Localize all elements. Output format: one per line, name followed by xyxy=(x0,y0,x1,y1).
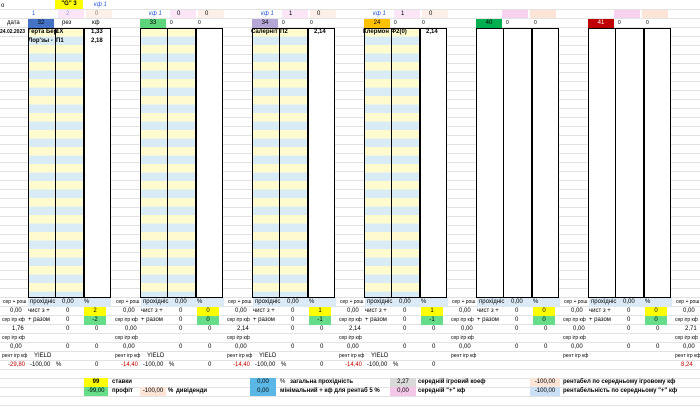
stat-value-3c: 0 xyxy=(544,326,548,332)
stat-value-4: 0,00 xyxy=(123,344,135,350)
yield-zero: 0 xyxy=(95,362,99,368)
rent-value: -14,40 xyxy=(121,362,139,368)
razom-badge: 0 xyxy=(645,316,667,325)
ser-ig-kf-label-2: сер ігр кф xyxy=(227,335,250,341)
entry-1-kf: 1,33 xyxy=(91,29,103,35)
rent-avg-value: -100,00 xyxy=(530,378,560,387)
kf-column-frame xyxy=(420,28,447,298)
yield-pct: % xyxy=(169,362,175,368)
chyst-label: чист з + xyxy=(477,308,499,314)
pass-pct: % xyxy=(533,299,539,305)
ser-rosh-label: сер + рош xyxy=(452,299,476,305)
stat-value-3b: 0 xyxy=(627,326,631,332)
razom-label: + разом xyxy=(589,317,611,323)
yield-label: YIELD xyxy=(147,353,165,359)
ser-ig-kf-label: сер ігр кф xyxy=(563,317,586,323)
pass-value: 0,00 xyxy=(399,299,411,305)
ser-ig-kf-label: сер ігр кф xyxy=(451,317,474,323)
rent-value: -14,40 xyxy=(345,362,363,368)
ser-rosh-label: сер + рош xyxy=(564,299,588,305)
bet-column-frame xyxy=(252,28,308,298)
yield-value: -100,00 xyxy=(143,362,164,368)
column-zero-a: 0 xyxy=(282,20,285,26)
bet-column-divider xyxy=(503,28,504,298)
ser-ig-kf-label: сер ігр кф xyxy=(227,317,250,323)
bet-column-frame xyxy=(28,28,84,298)
stat-value-3b: 0 xyxy=(403,326,407,332)
stat-value-4: 0,00 xyxy=(571,344,583,350)
dividend-label: дивіденди xyxy=(176,388,208,394)
header-cell xyxy=(642,10,668,18)
razom-value: 0 xyxy=(179,317,183,323)
razom-label: + разом xyxy=(28,317,50,323)
razom-label: + разом xyxy=(477,317,499,323)
header-cell xyxy=(170,10,196,18)
stavky-label: ставки xyxy=(112,379,132,385)
ser-value: 0,00 xyxy=(571,308,583,314)
entry-3-bet: П2 xyxy=(280,29,288,35)
header-cell xyxy=(58,10,84,18)
razom-badge: -1 xyxy=(309,316,331,325)
stat-value-3: 1,76 xyxy=(12,326,24,332)
pass-label: прохідніс xyxy=(255,299,281,305)
column-number-badge: 24 xyxy=(364,19,390,28)
stat-value-3b: 0 xyxy=(291,326,295,332)
ser-ig-kf-label-2: сер ігр кф xyxy=(563,335,586,341)
stat-value-3b: 0 xyxy=(66,326,70,332)
block-kf-v2: 0 xyxy=(317,11,321,17)
rent-label: рент ігр кф xyxy=(675,353,700,359)
yield-label: YIELD xyxy=(259,353,277,359)
stat-value-3: 0,00 xyxy=(573,326,585,332)
razom-label: + разом xyxy=(365,317,387,323)
entry-4-kf: 2,14 xyxy=(426,29,438,35)
yield-pct: % xyxy=(281,362,287,368)
ser-ig-kf-label: сер ігр кф xyxy=(339,317,362,323)
stat-value-4: 0,00 xyxy=(10,344,22,350)
razom-badge: 0 xyxy=(533,316,555,325)
block-kf-v2: 0 xyxy=(429,11,433,17)
ser-ig-kf-label: сер ігр кф xyxy=(115,317,138,323)
pass-label: прохідніс xyxy=(143,299,169,305)
entry-3-name: Салерніт xyxy=(251,29,278,35)
yield-value: -100,00 xyxy=(367,362,388,368)
razom-value: 0 xyxy=(515,317,519,323)
razom-badge: -1 xyxy=(421,316,443,325)
yield-label: YIELD xyxy=(34,353,52,359)
profit-label: профіт xyxy=(112,388,133,394)
pass-value: 0,00 xyxy=(623,299,635,305)
col-header-kf: кф xyxy=(92,20,100,26)
pass-value: 0,00 xyxy=(287,299,299,305)
pass-value: 0,00 xyxy=(62,299,74,305)
stat-value-3: 2,14 xyxy=(237,326,249,332)
kf-column-frame xyxy=(84,28,111,298)
yield-label: YIELD xyxy=(371,353,389,359)
block-kf-label: кф 1 xyxy=(261,11,274,17)
stat-value-3c: 0 xyxy=(95,326,99,332)
yield-zero: 0 xyxy=(432,362,436,368)
stat-value-4c: 0 xyxy=(320,344,324,350)
ser-ig-kf-label: сер ігр кф xyxy=(675,317,698,323)
razom-label: + разом xyxy=(141,317,163,323)
chyst-value: 0 xyxy=(66,308,70,314)
rent-value: -14,40 xyxy=(233,362,251,368)
stat-value-3: 2,14 xyxy=(349,326,361,332)
kf-column-frame xyxy=(532,28,559,298)
rent-avg-label: рентабел по середньому ігровому кф xyxy=(563,379,676,385)
yield-value: -100,00 xyxy=(255,362,276,368)
bet-column-divider xyxy=(615,28,616,298)
stat-value-3: 0,00 xyxy=(461,326,473,332)
rent-plus-label: рентабельність по середньому "+" кф xyxy=(563,388,678,394)
total-pass-pct: % xyxy=(280,379,286,385)
stat-value-4: 0,00 xyxy=(235,344,247,350)
ser-ig-kf-label-2: сер ігр кф xyxy=(451,335,474,341)
rent-value: -29,80 xyxy=(8,362,26,368)
col-header-rez: рез xyxy=(62,20,72,26)
min-kf-label: мінімальний + кф для рентаб 5 % xyxy=(280,388,380,394)
chyst-label: чист з + xyxy=(141,308,163,314)
left-stub: o xyxy=(1,3,5,9)
yield-zero: 0 xyxy=(320,362,324,368)
block-kf-v2: 0 xyxy=(205,11,209,17)
rent-label: рент ігр кф xyxy=(115,353,141,359)
pass-label: прохідніс xyxy=(30,299,56,305)
ser-ig-kf-label-2: сер ігр кф xyxy=(115,335,138,341)
block-kf-v1: 1 xyxy=(289,11,293,17)
bet-column-divider xyxy=(167,28,168,298)
header-cell xyxy=(86,10,112,18)
entry-2-kf: 2,18 xyxy=(91,38,103,44)
chyst-value: 0 xyxy=(403,308,407,314)
header-cell xyxy=(394,10,420,18)
chyst-value: 0 xyxy=(179,308,183,314)
kf-column-frame xyxy=(644,28,671,298)
rent-value: 8,24 xyxy=(681,362,693,368)
column-zero-a: 0 xyxy=(618,20,621,26)
ser-ig-kf-label-2: сер ігр кф xyxy=(339,335,362,341)
chyst-badge: 0 xyxy=(197,307,219,316)
razom-value: 0 xyxy=(291,317,295,323)
column-zero-a: 0 xyxy=(506,20,509,26)
header-cell xyxy=(422,10,448,18)
pass-pct: % xyxy=(309,299,315,305)
stat-value-3: 2,71 xyxy=(685,326,697,332)
chyst-label: чист з + xyxy=(589,308,611,314)
entry-4-name: Клермон xyxy=(363,29,389,35)
ser-value: 0,00 xyxy=(683,308,695,314)
chyst-badge: 0 xyxy=(533,307,555,316)
razom-value: 0 xyxy=(403,317,407,323)
entry-2-name: Лор'зы - xyxy=(28,38,53,44)
pass-pct: % xyxy=(197,299,203,305)
block-kf-label: кф 1 xyxy=(149,11,162,17)
pass-pct: % xyxy=(84,299,90,305)
stat-value-4: 0,00 xyxy=(459,344,471,350)
block-kf-v1: 1 xyxy=(401,11,405,17)
column-zero-a: 0 xyxy=(170,20,173,26)
column-zero-b: 0 xyxy=(310,20,313,26)
stat-value-4b: 0 xyxy=(66,344,70,350)
chyst-label: чист з + xyxy=(28,308,50,314)
grid-line xyxy=(0,405,700,406)
stat-value-3c: 0 xyxy=(656,326,660,332)
bet-column-divider xyxy=(391,28,392,298)
ser-rosh-label: сер + рош xyxy=(116,299,140,305)
ser-rosh-label: сер + рош xyxy=(340,299,364,305)
stat-value-3b: 0 xyxy=(515,326,519,332)
ser-ig-kf-label-2: сер ігр кф xyxy=(2,335,25,341)
bet-column-divider xyxy=(279,28,280,298)
rent-label: рент ігр кф xyxy=(563,353,589,359)
stat-value-3c: 0 xyxy=(320,326,324,332)
stat-value-4b: 0 xyxy=(403,344,407,350)
sheet-title: "G" 3 xyxy=(55,0,83,9)
chyst-label: чист з + xyxy=(365,308,387,314)
rent-label: рент ігр кф xyxy=(339,353,365,359)
pass-value: 0,00 xyxy=(511,299,523,305)
header-cell xyxy=(530,10,556,18)
stat-value-4b: 0 xyxy=(627,344,631,350)
chyst-badge: 1 xyxy=(309,307,331,316)
razom-label: + разом xyxy=(253,317,275,323)
ser-value: 0,00 xyxy=(10,308,22,314)
yield-pct: % xyxy=(56,362,62,368)
stat-value-4c: 0 xyxy=(656,344,660,350)
stat-value-4b: 0 xyxy=(291,344,295,350)
razom-value: 0 xyxy=(66,317,70,323)
col-header-date: дата xyxy=(7,20,20,26)
stat-value-3c: 0 xyxy=(432,326,436,332)
stat-value-4c: 0 xyxy=(95,344,99,350)
ser-ig-kf-label: сер ігр кф xyxy=(2,317,25,323)
razom-badge: -2 xyxy=(84,316,106,325)
avg-kf-label: середній ігровий коеф xyxy=(418,379,486,385)
entry-4-bet: Ф2(0) xyxy=(391,29,407,35)
rent-label: рент ігр кф xyxy=(227,353,253,359)
column-number-badge: 41 xyxy=(588,19,614,28)
stat-value-4: 0,00 xyxy=(683,344,695,350)
avg-kf-value: 2,27 xyxy=(390,378,416,387)
stat-value-4: 0,00 xyxy=(347,344,359,350)
column-zero-b: 0 xyxy=(422,20,425,26)
stavky-value: 99 xyxy=(84,378,108,387)
dividend-pct: % xyxy=(168,388,174,394)
avg-plus-label: середній "+" кф xyxy=(418,388,466,394)
block-kf-v1: 0 xyxy=(177,11,181,17)
stat-value-4c: 0 xyxy=(208,344,212,350)
rent-plus-value: -100,00 xyxy=(530,387,560,396)
kf-column-frame xyxy=(196,28,223,298)
yield-pct: % xyxy=(393,362,399,368)
stat-value-4b: 0 xyxy=(515,344,519,350)
ser-rosh-label: сер + рош xyxy=(228,299,252,305)
razom-badge: 0 xyxy=(197,316,219,325)
stat-value-4c: 0 xyxy=(544,344,548,350)
bet-column-divider xyxy=(55,28,56,298)
ser-ig-kf-label-2: сер ігр кф xyxy=(675,335,698,341)
bet-column-frame xyxy=(476,28,532,298)
ser-rosh-label: сер + рош xyxy=(676,299,700,305)
stat-value-3: 0,00 xyxy=(125,326,137,332)
column-number-badge: 33 xyxy=(140,19,166,28)
date-value: 24.02.2023 xyxy=(0,29,26,35)
yield-value: -100,00 xyxy=(30,362,51,368)
column-zero-b: 0 xyxy=(646,20,649,26)
column-zero-b: 0 xyxy=(198,20,201,26)
pass-value: 0,00 xyxy=(175,299,187,305)
entry-2-bet: П1 xyxy=(56,38,64,44)
entry-1-name: Герта Бер xyxy=(28,29,58,35)
ser-value: 0,00 xyxy=(459,308,471,314)
stat-value-3b: 0 xyxy=(179,326,183,332)
bet-column-frame xyxy=(364,28,420,298)
column-number-badge: 40 xyxy=(476,19,502,28)
ser-value: 0,00 xyxy=(347,308,359,314)
column-number-badge: 32 xyxy=(28,19,54,28)
chyst-value: 0 xyxy=(515,308,519,314)
chyst-badge: 2 xyxy=(84,307,106,316)
column-number-badge: 34 xyxy=(252,19,278,28)
bet-column-frame xyxy=(588,28,644,298)
stat-value-4c: 0 xyxy=(432,344,436,350)
column-zero-b: 0 xyxy=(534,20,537,26)
header-cell xyxy=(310,10,336,18)
header-cell xyxy=(198,10,224,18)
pass-label: прохідніс xyxy=(591,299,617,305)
block-kf-label: кф 1 xyxy=(373,11,386,17)
yield-zero: 0 xyxy=(208,362,212,368)
kf-column-frame xyxy=(308,28,335,298)
chyst-value: 0 xyxy=(627,308,631,314)
rent-label: рент ігр кф xyxy=(451,353,477,359)
grid-line xyxy=(0,396,700,397)
header-cell xyxy=(282,10,308,18)
stat-value-3c: 0 xyxy=(208,326,212,332)
avg-plus-value: 0,00 xyxy=(390,387,416,396)
ser-value: 0,00 xyxy=(123,308,135,314)
chyst-value: 0 xyxy=(291,308,295,314)
kf-label-top: кф 1 xyxy=(94,2,107,8)
rent-label: рент ігр кф xyxy=(2,353,28,359)
header-cell xyxy=(614,10,640,18)
razom-value: 0 xyxy=(627,317,631,323)
pass-pct: % xyxy=(645,299,651,305)
chyst-label: чист з + xyxy=(253,308,275,314)
chyst-badge: 1 xyxy=(421,307,443,316)
column-zero-a: 0 xyxy=(394,20,397,26)
entry-1-bet: 1X xyxy=(56,29,64,35)
chyst-badge: 0 xyxy=(645,307,667,316)
min-kf-value: 0,00 xyxy=(250,387,276,396)
dividend-value: -100,00 xyxy=(140,387,166,396)
entry-3-kf: 2,14 xyxy=(314,29,326,35)
ser-rosh-label: сер + рош xyxy=(3,299,27,305)
stat-value-4b: 0 xyxy=(179,344,183,350)
bet-column-frame xyxy=(140,28,196,298)
total-pass-label: загальна прохідність xyxy=(290,379,354,385)
row1-a: 1 xyxy=(32,11,36,17)
total-pass-value: 0,00 xyxy=(250,378,276,387)
pass-pct: % xyxy=(421,299,427,305)
profit-value: -99,00 xyxy=(84,387,108,396)
pass-label: прохідніс xyxy=(367,299,393,305)
ser-value: 0,00 xyxy=(235,308,247,314)
header-cell xyxy=(502,10,528,18)
pass-label: прохідніс xyxy=(479,299,505,305)
